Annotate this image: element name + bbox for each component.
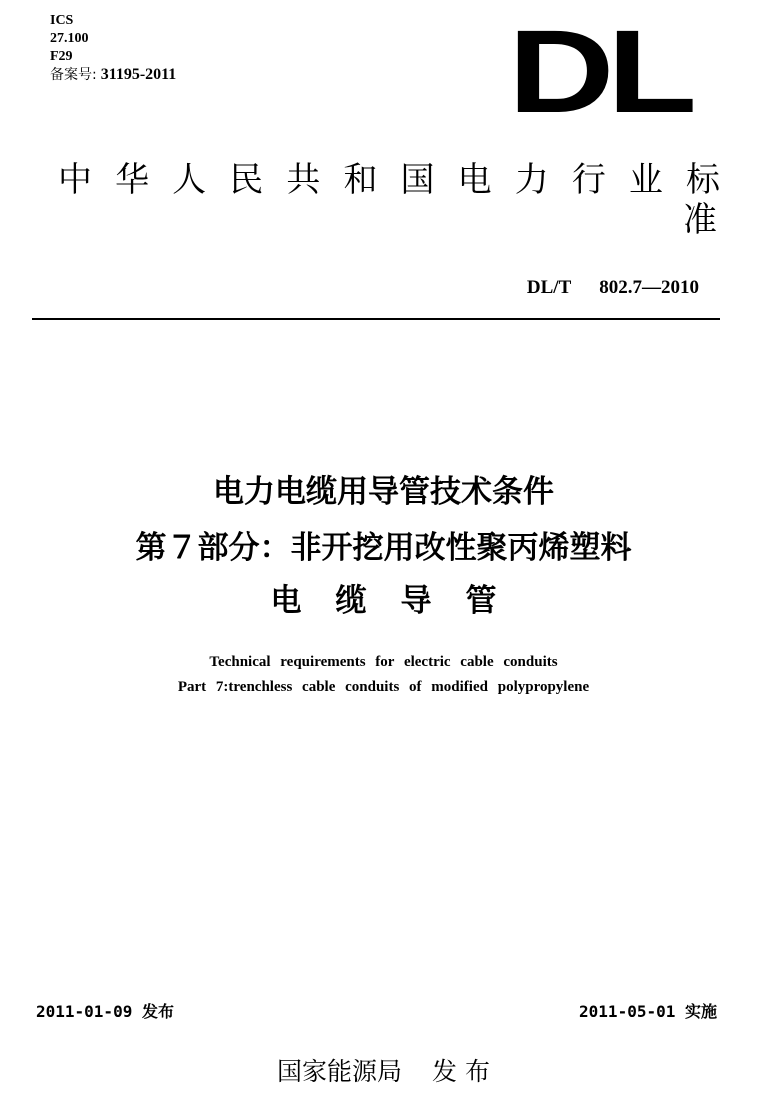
standard-number-value: 802.7—2010: [599, 277, 699, 298]
standard-code: DL/T: [526, 277, 572, 298]
title-line-2: 第７部分：非开挖用改性聚丙烯塑料: [135, 530, 632, 566]
english-title-line-2: Part 7:trenchless cable conduits of modified polypropylene: [177, 679, 590, 695]
record-number: 31195-2011: [100, 66, 177, 83]
issuer-verb: 发 布: [432, 1057, 490, 1086]
record-label: 备案号:: [50, 67, 97, 83]
standard-type-heading: 中华人民共和国电力行业标: [58, 160, 720, 200]
classification-block: [50, 12, 176, 85]
title-line-1: 电力电缆用导管技术条件: [213, 474, 554, 510]
english-title-line-1: Technical requirements for electric cable conduits: [209, 654, 558, 670]
dl-logo: DL: [508, 6, 690, 138]
record-line: [50, 66, 176, 85]
title-line-3: 电缆导管: [270, 583, 531, 619]
issuer-name: 国家能源局: [277, 1057, 403, 1086]
implement-date: 2011-05-01 实施: [579, 1002, 717, 1021]
ics-number: 27.100: [50, 31, 89, 46]
standard-number: [527, 277, 699, 299]
ics-label: ICS: [50, 13, 74, 28]
header-divider: [32, 318, 720, 320]
category-code: F29: [50, 49, 73, 64]
standard-type-heading-tail: 准: [683, 200, 717, 240]
publish-date: 2011-01-09 发布: [36, 1002, 174, 1021]
issuer-line: [0, 1052, 767, 1088]
